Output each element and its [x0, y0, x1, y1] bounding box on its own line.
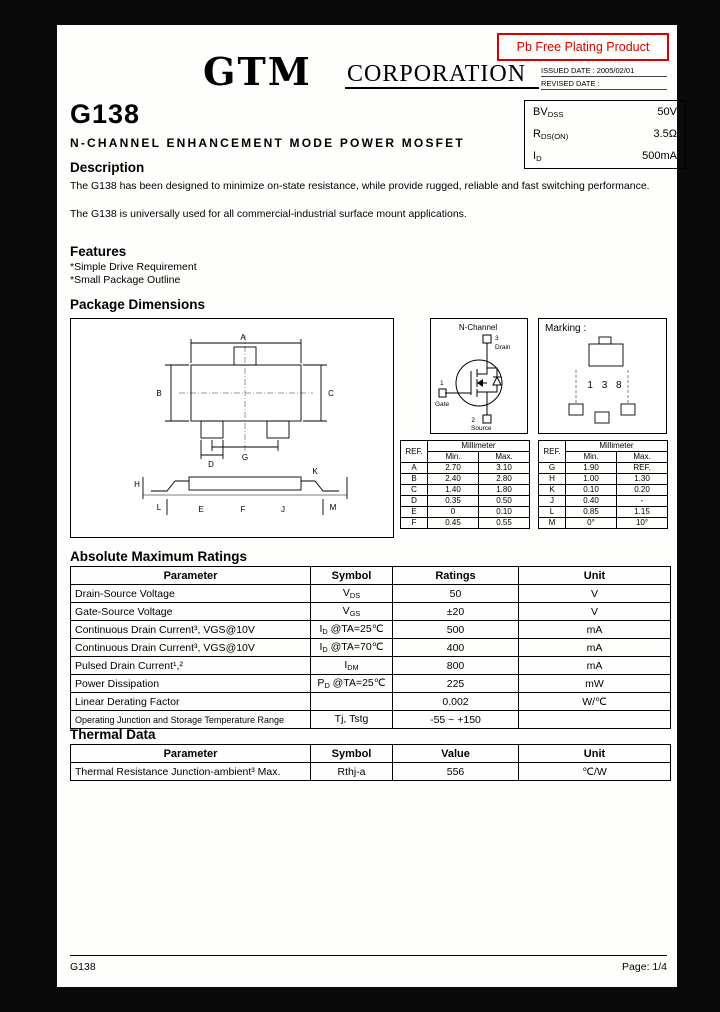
pin3-label: Drain — [495, 344, 511, 351]
thermal-data-table — [70, 744, 671, 781]
value-cell: 556 — [393, 763, 519, 781]
col-symbol: Symbol — [311, 745, 393, 763]
dim-label-j: J — [281, 505, 285, 514]
dim-label-l: L — [156, 503, 162, 512]
ref-cell: C — [401, 485, 428, 496]
quick-spec-box — [524, 100, 686, 169]
ref-cell: L — [539, 507, 566, 518]
ref-cell: B — [401, 474, 428, 485]
parameter-cell: Continuous Drain Current³, VGS@10V — [71, 639, 311, 657]
mosfet-symbol — [431, 319, 525, 431]
unit-cell: V — [519, 585, 671, 603]
pb-free-banner — [497, 33, 669, 61]
table-row — [401, 463, 530, 474]
date-block — [541, 66, 667, 92]
min-header: Min. — [428, 452, 479, 463]
col-unit: Unit — [519, 567, 671, 585]
pin3-number: 3 — [495, 335, 499, 342]
dim-label-c: C — [328, 389, 334, 398]
quick-spec-row — [533, 106, 677, 119]
table-row — [539, 496, 668, 507]
symbol-cell: ID @TA=25℃ — [311, 621, 393, 639]
symbol-cell: VGS — [311, 603, 393, 621]
feature-item: *Simple Drive Requirement — [70, 261, 197, 273]
marking-code: 1 3 8 — [587, 380, 625, 391]
min-cell: 0 — [428, 507, 479, 518]
dim-label-f: F — [240, 505, 246, 514]
table-row — [539, 463, 668, 474]
revised-date-label: REVISED DATE : — [541, 79, 600, 88]
quick-spec-row — [533, 128, 677, 141]
table-row — [71, 621, 671, 639]
part-number: G138 — [70, 99, 141, 129]
spec-symbol: RDS(ON) — [533, 128, 569, 141]
table-row — [71, 585, 671, 603]
table-row — [539, 441, 668, 452]
parameter-cell: Linear Derating Factor — [71, 693, 311, 711]
parameter-cell: Drain-Source Voltage — [71, 585, 311, 603]
ref-cell: D — [401, 496, 428, 507]
pin2-label: Source — [471, 425, 492, 431]
rating-cell: 225 — [393, 675, 519, 693]
footer — [70, 961, 667, 973]
table-row — [401, 441, 530, 452]
parameter-cell: Pulsed Drain Current¹,² — [71, 657, 311, 675]
symbol-cell: VDS — [311, 585, 393, 603]
col-value: Value — [393, 745, 519, 763]
max-header: Max. — [479, 452, 530, 463]
col-symbol: Symbol — [311, 567, 393, 585]
package-dimensions-heading: Package Dimensions — [70, 297, 206, 312]
min-cell: 0.10 — [566, 485, 617, 496]
ref-cell: M — [539, 518, 566, 529]
unit-cell: mA — [519, 639, 671, 657]
rating-cell: ±20 — [393, 603, 519, 621]
dim-label-h: H — [134, 480, 140, 489]
table-row — [539, 507, 668, 518]
quick-spec-row — [533, 150, 677, 163]
unit-cell: ℃/W — [519, 763, 671, 781]
marking-label: Marking : — [545, 323, 587, 334]
max-header: Max. — [617, 452, 668, 463]
dimension-table-left — [400, 440, 530, 529]
col-parameter: Parameter — [71, 745, 311, 763]
unit-cell: mW — [519, 675, 671, 693]
table-row — [71, 675, 671, 693]
ref-cell: H — [539, 474, 566, 485]
footer-rule — [70, 955, 667, 956]
ref-header: REF. — [539, 441, 566, 463]
pin2-number: 2 — [471, 417, 475, 424]
col-parameter: Parameter — [71, 567, 311, 585]
table-row — [401, 485, 530, 496]
min-cell: 1.90 — [566, 463, 617, 474]
unit-cell: W/℃ — [519, 693, 671, 711]
min-cell: 0.35 — [428, 496, 479, 507]
min-cell: 0° — [566, 518, 617, 529]
footer-page-number: Page: 1/4 — [622, 961, 667, 973]
ref-cell: G — [539, 463, 566, 474]
parameter-cell: Operating Junction and Storage Temperature Range — [71, 711, 311, 729]
spec-symbol: ID — [533, 150, 542, 163]
table-row — [71, 763, 671, 781]
unit-cell: V — [519, 603, 671, 621]
symbol-cell: ID @TA=70℃ — [311, 639, 393, 657]
pb-free-label: Pb Free Plating Product — [516, 40, 650, 54]
ref-cell: F — [401, 518, 428, 529]
min-cell: 2.40 — [428, 474, 479, 485]
table-row — [539, 474, 668, 485]
table-row — [401, 496, 530, 507]
max-cell: - — [617, 496, 668, 507]
ref-cell: A — [401, 463, 428, 474]
issued-date-value: 2005/02/01 — [596, 66, 635, 75]
thermal-data-heading: Thermal Data — [70, 727, 156, 742]
table-row — [71, 657, 671, 675]
min-cell: 0.45 — [428, 518, 479, 529]
spec-value: 500mA — [642, 150, 677, 162]
table-row — [539, 518, 668, 529]
parameter-cell: Thermal Resistance Junction-ambient³ Max. — [71, 763, 311, 781]
min-cell: 0.85 — [566, 507, 617, 518]
rating-cell: 400 — [393, 639, 519, 657]
min-cell: 2.70 — [428, 463, 479, 474]
footer-part-number: G138 — [70, 961, 96, 973]
rating-cell: 0.002 — [393, 693, 519, 711]
max-cell: REF. — [617, 463, 668, 474]
min-cell: 1.00 — [566, 474, 617, 485]
parameter-cell: Continuous Drain Current³, VGS@10V — [71, 621, 311, 639]
spec-value: 3.5Ω — [653, 128, 677, 140]
dim-label-b: B — [156, 389, 162, 398]
description-para2: The G138 is universally used for all commercial-industrial surface mount applications. — [70, 208, 467, 220]
table-row — [401, 507, 530, 518]
max-cell: 0.10 — [479, 507, 530, 518]
rating-cell: 500 — [393, 621, 519, 639]
dimension-table-right — [538, 440, 668, 529]
parameter-cell: Power Dissipation — [71, 675, 311, 693]
marking-drawing — [539, 336, 664, 432]
min-header: Min. — [566, 452, 617, 463]
ref-cell: E — [401, 507, 428, 518]
symbol-cell: Rthj-a — [311, 763, 393, 781]
schematic-box — [430, 318, 528, 434]
description-heading: Description — [70, 160, 145, 175]
table-row — [71, 639, 671, 657]
ref-cell: J — [539, 496, 566, 507]
ref-cell: K — [539, 485, 566, 496]
table-row — [539, 485, 668, 496]
spec-symbol: BVDSS — [533, 106, 564, 119]
symbol-cell: Tj, Tstg — [311, 711, 393, 729]
table-row — [401, 518, 530, 529]
symbol-cell: IDM — [311, 657, 393, 675]
issued-date-line — [541, 66, 667, 77]
feature-item: *Small Package Outline — [70, 274, 181, 286]
rating-cell: 800 — [393, 657, 519, 675]
symbol-cell: PD @TA=25℃ — [311, 675, 393, 693]
absolute-maximum-ratings-table — [70, 566, 671, 729]
page-title: N-CHANNEL ENHANCEMENT MODE POWER MOSFET — [70, 136, 465, 150]
issued-date-label: ISSUED DATE : — [541, 66, 595, 75]
max-cell: 1.30 — [617, 474, 668, 485]
col-ratings: Ratings — [393, 567, 519, 585]
min-cell: 1.40 — [428, 485, 479, 496]
features-heading: Features — [70, 244, 127, 259]
company-logo: GTM — [203, 49, 312, 94]
dim-label-d: D — [208, 460, 214, 469]
unit-cell: mA — [519, 621, 671, 639]
table-row — [71, 711, 671, 729]
description-para1: The G138 has been designed to minimize on-state resistance, while provide rugged, reliable and fast switching performance. — [70, 180, 650, 192]
parameter-cell: Gate-Source Voltage — [71, 603, 311, 621]
pin1-number: 1 — [440, 380, 444, 387]
revised-date-line — [541, 79, 667, 90]
dim-label-a: A — [240, 333, 246, 342]
ref-header: REF. — [401, 441, 428, 463]
table-row — [401, 474, 530, 485]
max-cell: 3.10 — [479, 463, 530, 474]
package-outline-drawing — [71, 319, 391, 535]
unit-cell — [519, 711, 671, 729]
abs-max-heading: Absolute Maximum Ratings — [70, 549, 248, 564]
table-header-row — [71, 745, 671, 763]
package-outline-box — [70, 318, 394, 538]
max-cell: 1.80 — [479, 485, 530, 496]
dim-label-k: K — [312, 467, 318, 476]
max-cell: 2.80 — [479, 474, 530, 485]
table-header-row — [71, 567, 671, 585]
spec-value: 50V — [657, 106, 677, 118]
header-rule — [345, 87, 539, 89]
max-cell: 1.15 — [617, 507, 668, 518]
channel-type-label: N-Channel — [458, 323, 498, 332]
dim-label-e: E — [198, 505, 204, 514]
marking-box — [538, 318, 667, 434]
table-row — [71, 693, 671, 711]
col-unit: Unit — [519, 745, 671, 763]
max-cell: 0.55 — [479, 518, 530, 529]
corporation-title: CORPORATION — [347, 61, 527, 87]
dim-label-m: M — [329, 503, 337, 512]
unit-cell: mA — [519, 657, 671, 675]
unit-header: Millimeter — [566, 441, 668, 452]
pin1-label: Gate — [435, 401, 450, 408]
max-cell: 0.20 — [617, 485, 668, 496]
unit-header: Millimeter — [428, 441, 530, 452]
table-row — [71, 603, 671, 621]
max-cell: 0.50 — [479, 496, 530, 507]
min-cell: 0.40 — [566, 496, 617, 507]
rating-cell: 50 — [393, 585, 519, 603]
dim-label-g: G — [241, 453, 249, 462]
max-cell: 10° — [617, 518, 668, 529]
symbol-cell — [311, 693, 393, 711]
rating-cell: -55 ~ +150 — [393, 711, 519, 729]
datasheet-page — [57, 25, 677, 987]
